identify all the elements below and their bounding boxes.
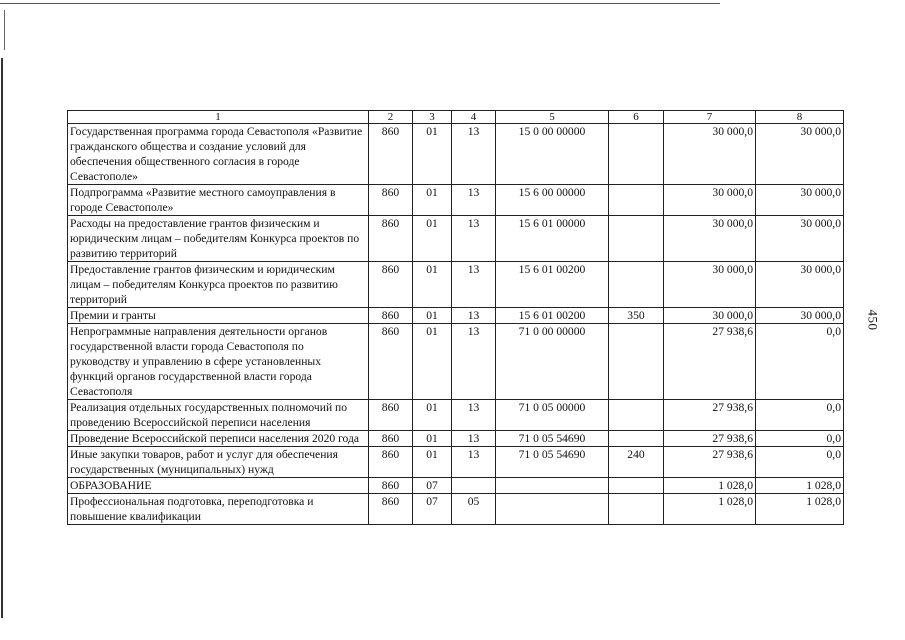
- row-section-code: 01: [413, 185, 452, 216]
- row-grbs-code: 860: [369, 494, 413, 525]
- row-amount-1: 27 938,6: [664, 400, 756, 431]
- row-target-article: 71 0 05 54690: [496, 447, 609, 478]
- table-row: [68, 308, 844, 324]
- row-amount-1: 27 938,6: [664, 324, 756, 400]
- col-header-6: 6: [609, 111, 664, 124]
- row-name: Предоставление грантов физическим и юридическим лицам – победителям Конкурса проектов по развитию территорий: [68, 262, 369, 308]
- table-row: [68, 185, 844, 216]
- row-section-code: 01: [413, 447, 452, 478]
- row-grbs-code: 860: [369, 124, 413, 185]
- table-row: [68, 478, 844, 494]
- table-row: [68, 494, 844, 525]
- row-amount-1: 30 000,0: [664, 262, 756, 308]
- row-amount-1: 30 000,0: [664, 185, 756, 216]
- row-subsection-code: 13: [452, 216, 496, 262]
- table-row: [68, 400, 844, 431]
- row-subsection-code: [452, 478, 496, 494]
- row-grbs-code: 860: [369, 308, 413, 324]
- row-section-code: 01: [413, 400, 452, 431]
- col-header-8: 8: [756, 111, 844, 124]
- scan-edge-left: [1, 58, 3, 618]
- table-row: [68, 447, 844, 478]
- row-target-article: 15 6 00 00000: [496, 185, 609, 216]
- row-subsection-code: 13: [452, 262, 496, 308]
- row-subsection-code: 13: [452, 324, 496, 400]
- row-subsection-code: 13: [452, 400, 496, 431]
- row-expense-type: [609, 494, 664, 525]
- row-section-code: 07: [413, 494, 452, 525]
- row-target-article: 71 0 00 00000: [496, 324, 609, 400]
- row-name: ОБРАЗОВАНИЕ: [68, 478, 369, 494]
- row-amount-2: 1 028,0: [756, 478, 844, 494]
- row-grbs-code: 860: [369, 216, 413, 262]
- table-row: [68, 431, 844, 447]
- table-row: [68, 216, 844, 262]
- row-subsection-code: 13: [452, 185, 496, 216]
- row-name: Реализация отдельных государственных полномочий по проведению Всероссийской переписи населения: [68, 400, 369, 431]
- row-expense-type: [609, 324, 664, 400]
- scan-edge-top: [0, 3, 720, 4]
- row-grbs-code: 860: [369, 262, 413, 308]
- col-header-1: 1: [68, 111, 369, 124]
- row-amount-2: 30 000,0: [756, 124, 844, 185]
- row-grbs-code: 860: [369, 324, 413, 400]
- row-section-code: 01: [413, 308, 452, 324]
- row-expense-type: [609, 124, 664, 185]
- col-header-7: 7: [664, 111, 756, 124]
- row-amount-1: 1 028,0: [664, 478, 756, 494]
- row-amount-2: 0,0: [756, 400, 844, 431]
- row-name: Иные закупки товаров, работ и услуг для обеспечения государственных (муниципальных) нужд: [68, 447, 369, 478]
- row-grbs-code: 860: [369, 431, 413, 447]
- scan-edge-left-upper: [4, 10, 5, 50]
- row-section-code: 01: [413, 262, 452, 308]
- row-amount-2: 30 000,0: [756, 216, 844, 262]
- row-name: Непрограммные направления деятельности органов государственной власти города Севастополя по руководству и управлению в сфере установленных функций органов государственной власти города Севастополя: [68, 324, 369, 400]
- row-section-code: 01: [413, 431, 452, 447]
- row-name: Проведение Всероссийской переписи населения 2020 года: [68, 431, 369, 447]
- row-target-article: 71 0 05 00000: [496, 400, 609, 431]
- row-amount-1: 1 028,0: [664, 494, 756, 525]
- row-amount-1: 30 000,0: [664, 216, 756, 262]
- col-header-4: 4: [452, 111, 496, 124]
- row-amount-2: 30 000,0: [756, 185, 844, 216]
- row-target-article: 71 0 05 54690: [496, 431, 609, 447]
- row-name: Расходы на предоставление грантов физическим и юридическим лицам – победителям Конкурса проектов по развитию территорий: [68, 216, 369, 262]
- row-expense-type: [609, 400, 664, 431]
- row-name: Профессиональная подготовка, переподготовка и повышение квалификации: [68, 494, 369, 525]
- row-expense-type: [609, 262, 664, 308]
- row-amount-1: 30 000,0: [664, 308, 756, 324]
- row-section-code: 01: [413, 216, 452, 262]
- row-subsection-code: 13: [452, 124, 496, 185]
- row-amount-2: 30 000,0: [756, 308, 844, 324]
- row-target-article: 15 6 01 00200: [496, 308, 609, 324]
- table-row: [68, 124, 844, 185]
- row-name: Подпрограмма «Развитие местного самоуправления в городе Севастополе»: [68, 185, 369, 216]
- row-amount-1: 27 938,6: [664, 431, 756, 447]
- row-amount-2: 0,0: [756, 324, 844, 400]
- row-grbs-code: 860: [369, 400, 413, 431]
- table-row: [68, 262, 844, 308]
- row-section-code: 01: [413, 124, 452, 185]
- row-expense-type: [609, 478, 664, 494]
- row-expense-type: [609, 185, 664, 216]
- row-expense-type: [609, 216, 664, 262]
- col-header-3: 3: [413, 111, 452, 124]
- row-grbs-code: 860: [369, 478, 413, 494]
- table-row: [68, 324, 844, 400]
- row-amount-2: 1 028,0: [756, 494, 844, 525]
- row-target-article: 15 6 01 00000: [496, 216, 609, 262]
- row-target-article: [496, 494, 609, 525]
- row-amount-2: 0,0: [756, 431, 844, 447]
- header-row: [68, 111, 844, 124]
- row-expense-type: 350: [609, 308, 664, 324]
- row-name: Премии и гранты: [68, 308, 369, 324]
- row-subsection-code: 13: [452, 308, 496, 324]
- row-target-article: [496, 478, 609, 494]
- row-subsection-code: 13: [452, 431, 496, 447]
- col-header-5: 5: [496, 111, 609, 124]
- row-section-code: 07: [413, 478, 452, 494]
- row-name: Государственная программа города Севастополя «Развитие гражданского общества и создание условий для обеспечения общественного согласия в городе Севастополе»: [68, 124, 369, 185]
- row-expense-type: 240: [609, 447, 664, 478]
- row-target-article: 15 6 01 00200: [496, 262, 609, 308]
- row-expense-type: [609, 431, 664, 447]
- row-subsection-code: 05: [452, 494, 496, 525]
- row-grbs-code: 860: [369, 185, 413, 216]
- page-number: 450: [865, 309, 881, 331]
- row-grbs-code: 860: [369, 447, 413, 478]
- table-body: [68, 111, 844, 525]
- row-amount-2: 0,0: [756, 447, 844, 478]
- budget-table: [67, 110, 844, 525]
- row-section-code: 01: [413, 324, 452, 400]
- row-amount-2: 30 000,0: [756, 262, 844, 308]
- col-header-2: 2: [369, 111, 413, 124]
- row-amount-1: 30 000,0: [664, 124, 756, 185]
- row-target-article: 15 0 00 00000: [496, 124, 609, 185]
- row-subsection-code: 13: [452, 447, 496, 478]
- row-amount-1: 27 938,6: [664, 447, 756, 478]
